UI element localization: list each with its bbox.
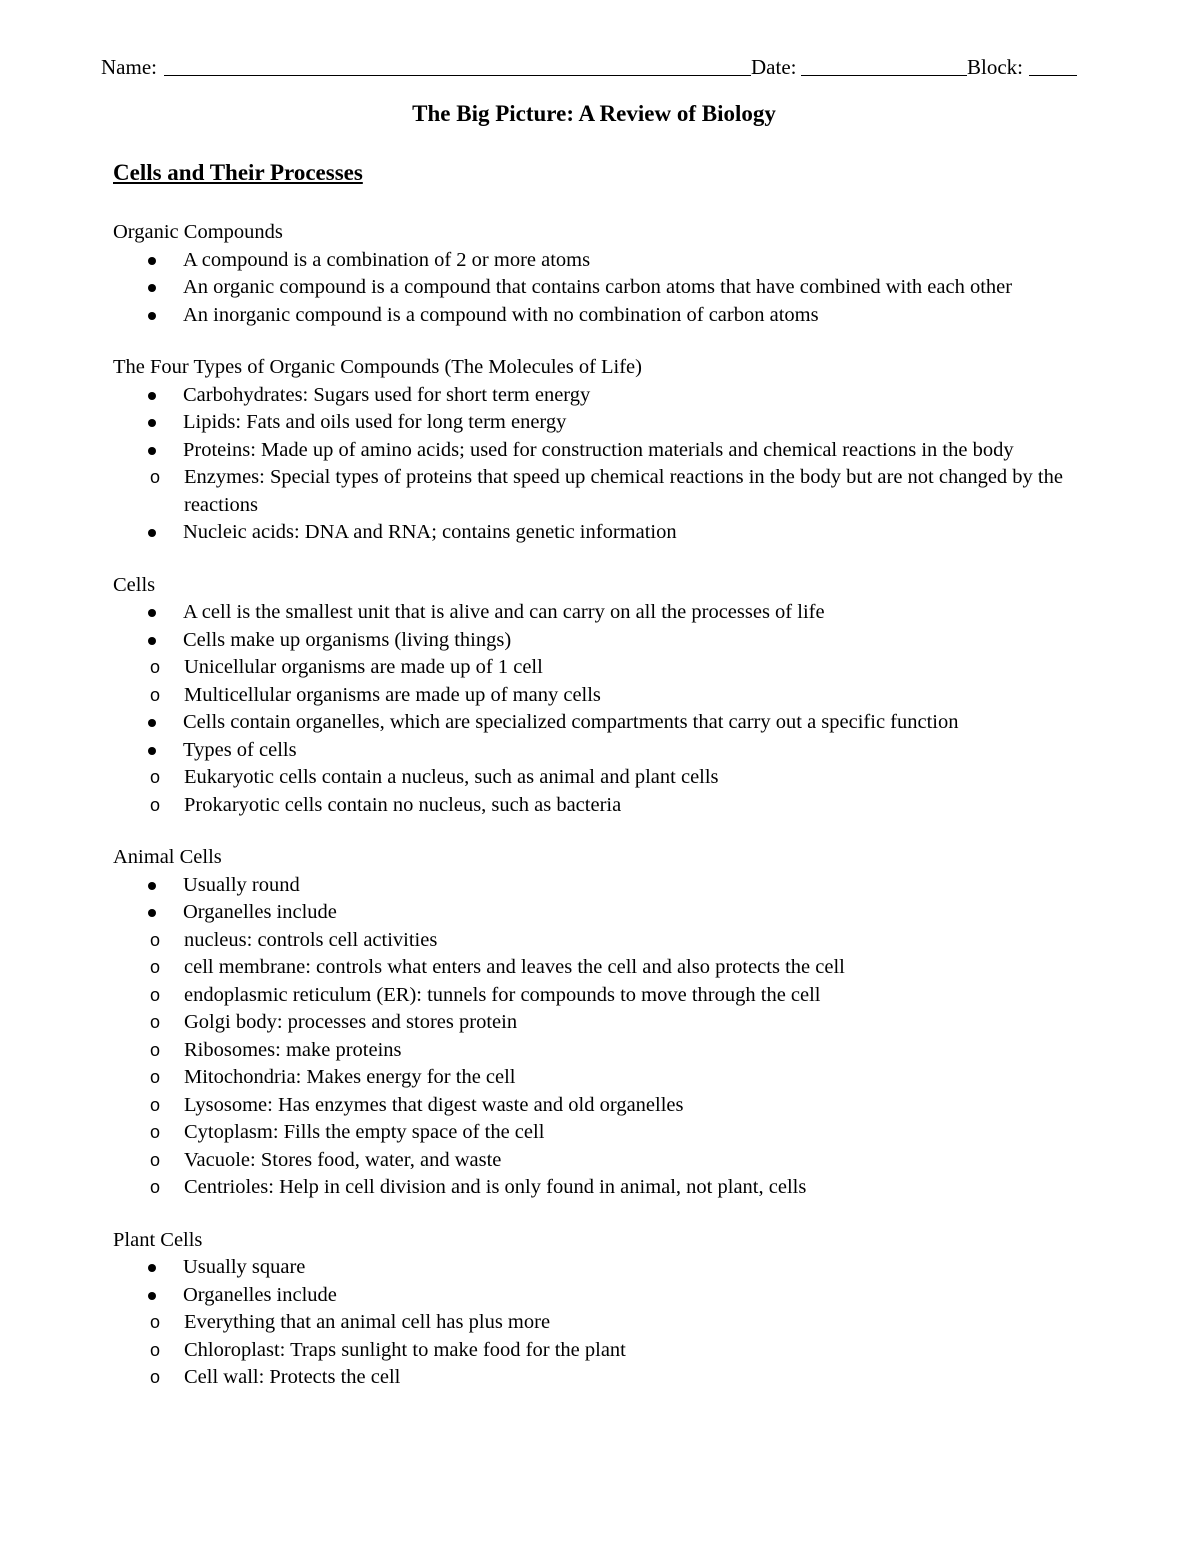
hollow-bullet-icon: o	[150, 1177, 161, 1197]
sub-bullet-text: Ribosomes: make proteins	[184, 1038, 402, 1061]
sub-bullet-text: Chloroplast: Traps sunlight to make food for the plant	[184, 1338, 626, 1361]
bullet-item: Lipids: Fats and oils used for long term energy	[113, 409, 1073, 437]
hollow-bullet-icon: o	[150, 1012, 161, 1032]
sub-bullet-text: Cytoplasm: Fills the empty space of the cell	[184, 1121, 545, 1143]
sub-bullet-text: Everything that an animal cell has plus more	[184, 1311, 551, 1333]
sub-bullet-item	[43, 1337, 1073, 1365]
bullet-list	[113, 247, 1073, 330]
bullet-item: Cells make up organisms (living things)	[113, 627, 1073, 655]
sub-bullet-text: nucleus: controls cell activities	[184, 928, 438, 951]
bullet-item: Usually round	[113, 872, 1073, 900]
bullet-item: A cell is the smallest unit that is alive and can carry on all the processes of life	[113, 599, 1073, 627]
name-blank-line	[164, 75, 751, 76]
sub-bullet-text: Prokaryotic cells contain no nucleus, such as bacteria	[184, 793, 622, 816]
sub-bullet-item	[43, 982, 1073, 1010]
bullet-item: Carbohydrates: Sugars used for short term energy	[113, 382, 1073, 410]
sub-bullet-text: cell membrane: controls what enters and leaves the cell and also protects the cell	[184, 956, 845, 978]
bullet-list	[113, 872, 1073, 1202]
topic-group	[113, 219, 1073, 329]
hollow-bullet-icon: o	[150, 794, 161, 815]
sub-bullet-text: Mitochondria: Makes energy for the cell	[184, 1066, 516, 1088]
hollow-bullet-icon: o	[150, 1039, 161, 1060]
block-blank-line	[1029, 75, 1077, 76]
sub-bullet-item	[43, 1364, 1073, 1392]
hollow-bullet-icon: o	[150, 957, 161, 977]
bullet-item: Cells contain organelles, which are specialized compartments that carry out a specific function	[113, 709, 1073, 737]
bullet-item: Nucleic acids: DNA and RNA; contains genetic information	[113, 519, 1073, 547]
sub-bullet-text: Centrioles: Help in cell division and is only found in animal, not plant, cells	[184, 1176, 807, 1198]
hollow-bullet-icon: o	[150, 1339, 161, 1360]
sub-bullet-item	[43, 1147, 1073, 1175]
hollow-bullet-icon: o	[150, 684, 161, 705]
sub-bullet-item	[43, 464, 1073, 519]
topic-group	[113, 572, 1073, 820]
hollow-bullet-icon: o	[150, 929, 161, 950]
sub-bullet-item	[43, 1119, 1073, 1147]
topic-heading: Cells	[113, 573, 156, 596]
sub-bullet-text: Unicellular organisms are made up of 1 cell	[184, 656, 543, 678]
bullet-item: Organelles include	[113, 1282, 1073, 1310]
sub-bullet-item	[43, 682, 1073, 710]
topic-group	[113, 844, 1073, 1202]
sub-bullet-text: Eukaryotic cells contain a nucleus, such as animal and plant cells	[184, 766, 719, 788]
name-label: Name:	[101, 55, 157, 79]
hollow-bullet-icon: o	[150, 1094, 161, 1115]
bullet-item: An organic compound is a compound that contains carbon atoms that have combined with each other	[113, 274, 1073, 302]
hollow-bullet-icon: o	[150, 767, 161, 787]
hollow-bullet-icon: o	[150, 1122, 161, 1142]
sub-bullet-item	[43, 954, 1073, 982]
sub-bullet-item	[43, 764, 1073, 792]
sub-bullet-item	[43, 654, 1073, 682]
topic-group	[113, 1227, 1073, 1392]
sub-bullet-text: Multicellular organisms are made up of many cells	[184, 683, 601, 706]
date-blank-line	[801, 75, 967, 76]
topic-heading: Plant Cells	[113, 1228, 203, 1251]
student-info-header	[101, 52, 1079, 82]
sub-bullet-text: Cell wall: Protects the cell	[184, 1366, 401, 1388]
sub-bullet-item	[43, 1009, 1073, 1037]
sub-bullet-item	[43, 1064, 1073, 1092]
hollow-bullet-icon: o	[150, 1312, 161, 1332]
sub-bullet-text: endoplasmic reticulum (ER): tunnels for compounds to move through the cell	[184, 983, 821, 1006]
sub-bullet-item	[43, 792, 1073, 820]
sub-bullet-text: Enzymes: Special types of proteins that speed up chemical reactions in the body but are not changed by the reactions	[184, 466, 1063, 516]
document-title: The Big Picture: A Review of Biology	[412, 101, 776, 126]
sub-bullet-text: Golgi body: processes and stores protein	[184, 1011, 518, 1033]
date-label: Date:	[751, 55, 797, 79]
bullet-item: Usually square	[113, 1254, 1073, 1282]
sub-bullet-item	[43, 1174, 1073, 1202]
bullet-item: Types of cells	[113, 737, 1073, 765]
topic-group	[113, 354, 1073, 547]
bullet-item: A compound is a combination of 2 or more atoms	[113, 247, 1073, 275]
review-content	[113, 219, 1073, 1417]
hollow-bullet-icon: o	[150, 1367, 161, 1387]
topic-heading: Animal Cells	[113, 846, 222, 868]
sub-bullet-item	[43, 927, 1073, 955]
sub-bullet-item	[43, 1092, 1073, 1120]
hollow-bullet-icon: o	[150, 657, 161, 677]
sub-bullet-item	[43, 1309, 1073, 1337]
bullet-list	[113, 382, 1073, 547]
block-label: Block:	[967, 55, 1023, 79]
hollow-bullet-icon: o	[150, 1067, 161, 1087]
bullet-item: Organelles include	[113, 899, 1073, 927]
topic-heading: Organic Compounds	[113, 221, 283, 243]
topic-heading: The Four Types of Organic Compounds (The Molecules of Life)	[113, 356, 642, 378]
sub-bullet-text: Vacuole: Stores food, water, and waste	[184, 1148, 502, 1171]
bullet-item: An inorganic compound is a compound with no combination of carbon atoms	[113, 302, 1073, 330]
bullet-list	[113, 1254, 1073, 1392]
section-title: Cells and Their Processes	[113, 160, 363, 185]
hollow-bullet-icon: o	[150, 1149, 161, 1170]
bullet-list	[113, 599, 1073, 819]
hollow-bullet-icon: o	[150, 984, 161, 1005]
sub-bullet-item	[43, 1037, 1073, 1065]
sub-bullet-text: Lysosome: Has enzymes that digest waste and old organelles	[184, 1093, 684, 1116]
bullet-item: Proteins: Made up of amino acids; used for construction materials and chemical reactions in the body	[113, 437, 1073, 465]
hollow-bullet-icon: o	[150, 467, 161, 487]
